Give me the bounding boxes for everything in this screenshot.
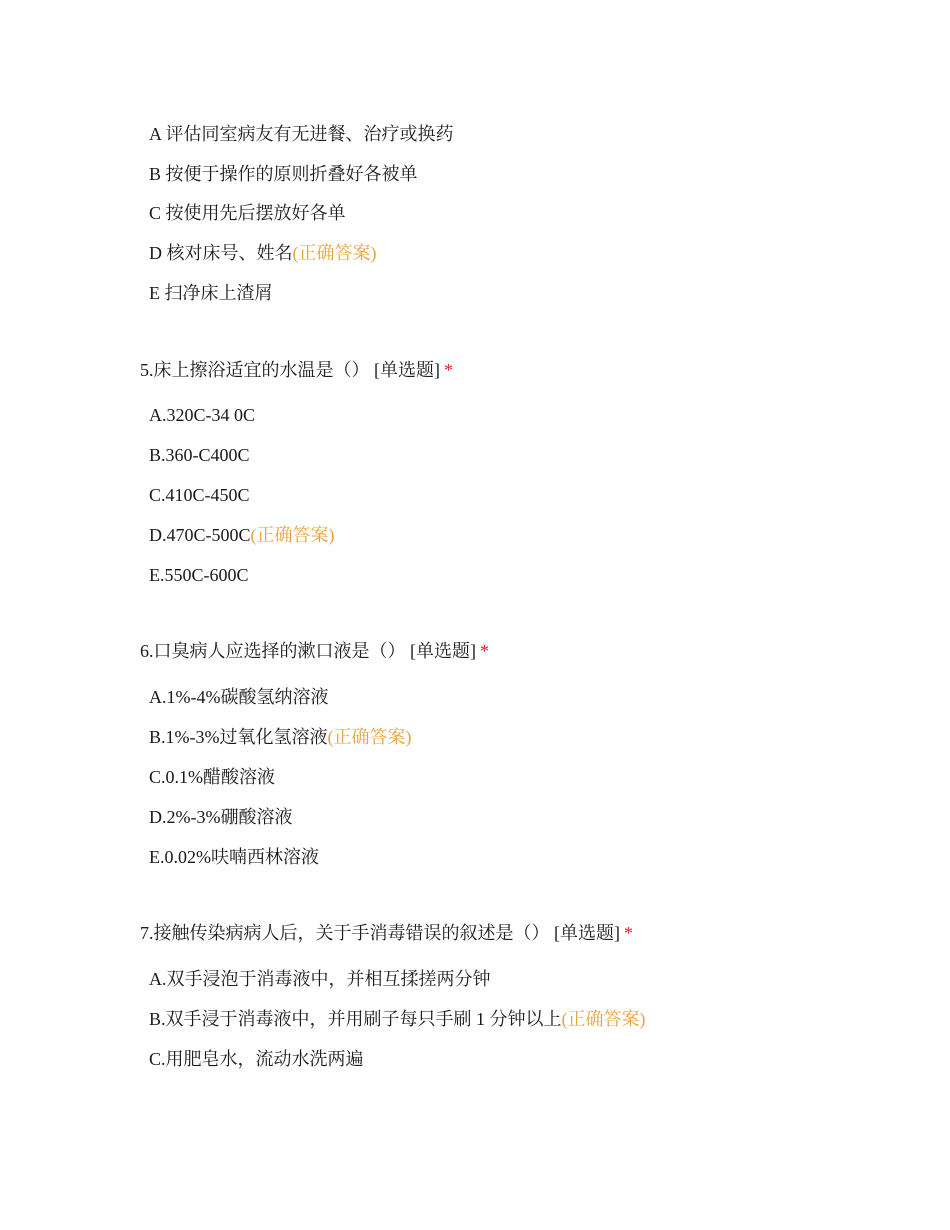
option-7a: A.双手浸泡于消毒液中，并相互揉搓两分钟	[149, 969, 491, 989]
option-4a: A 评估同室病友有无进餐、治疗或换药	[149, 124, 454, 144]
option-7c: C.用肥皂水，流动水洗两遍	[149, 1049, 364, 1069]
required-mark: *	[444, 360, 453, 380]
question-6-title: 6.口臭病人应选择的漱口液是（） [单选题] *	[140, 641, 489, 661]
question-7-title: 7.接触传染病病人后，关于手消毒错误的叙述是（） [单选题] *	[140, 923, 633, 943]
option-6b: B.1%-3%过氧化氢溶液(正确答案)	[149, 727, 412, 747]
correct-answer-tag: (正确答案)	[292, 243, 377, 263]
option-7b: B.双手浸于消毒液中，并用刷子每只手刷 1 分钟以上(正确答案)	[149, 1009, 646, 1029]
option-5b: B.360-C400C	[149, 445, 250, 465]
question-5-title: 5.床上擦浴适宜的水温是（） [单选题] *	[140, 360, 453, 380]
option-5c: C.410C-450C	[149, 485, 250, 505]
required-mark: *	[624, 923, 633, 943]
option-4e: E 扫净床上渣屑	[149, 283, 273, 303]
option-5a: A.320C-34 0C	[149, 405, 256, 425]
option-4c: C 按使用先后摆放好各单	[149, 203, 346, 223]
correct-answer-tag: (正确答案)	[327, 727, 412, 747]
required-mark: *	[480, 641, 489, 661]
option-5e: E.550C-600C	[149, 565, 249, 585]
option-4d: D 核对床号、姓名(正确答案)	[149, 243, 377, 263]
option-6e: E.0.02%呋喃西林溶液	[149, 847, 319, 867]
option-6a: A.1%-4%碳酸氢纳溶液	[149, 687, 329, 707]
option-4b: B 按便于操作的原则折叠好各被单	[149, 164, 418, 184]
correct-answer-tag: (正确答案)	[250, 525, 335, 545]
option-6d: D.2%-3%硼酸溶液	[149, 807, 293, 827]
option-6c: C.0.1%醋酸溶液	[149, 767, 275, 787]
correct-answer-tag: (正确答案)	[561, 1009, 646, 1029]
option-5d: D.470C-500C(正确答案)	[149, 525, 335, 545]
